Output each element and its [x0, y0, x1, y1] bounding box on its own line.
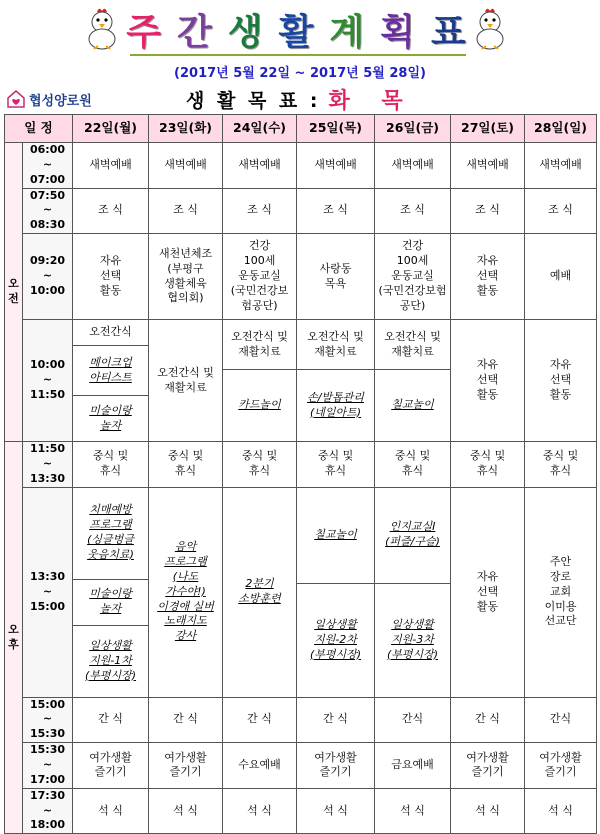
schedule-cell: 새벽예배	[375, 143, 451, 189]
schedule-cell: 새벽예배	[73, 143, 149, 189]
time-cell: 15:30 ~ 17:00	[23, 743, 73, 789]
schedule-cell: 조 식	[451, 188, 525, 234]
am-label: 오 전	[5, 143, 23, 442]
title-char-5: 계	[329, 11, 367, 53]
schedule-cell: 건강 100세 운동교실 (국민건강보험 공단)	[375, 234, 451, 320]
schedule-cell: 여가생활 즐기기	[73, 743, 149, 789]
life-goal	[186, 84, 415, 115]
schedule-cell: 새벽예배	[223, 143, 297, 189]
schedule-cell: 중식 및 휴식	[451, 442, 525, 488]
day-header: 28일(일)	[525, 115, 597, 143]
day-header: 25일(목)	[297, 115, 375, 143]
time-cell: 15:00 ~ 15:30	[23, 697, 73, 743]
time-cell: 07:50 ~ 08:30	[23, 188, 73, 234]
schedule-cell: 여가생활 즐기기	[297, 743, 375, 789]
schedule-cell: 간 식	[73, 697, 149, 743]
schedule-cell: 칠교놀이	[375, 370, 451, 442]
schedule-cell: 오전간식 및 재활치료	[375, 320, 451, 370]
schedule-cell: 주안 장로 교회 이미용 선교단	[525, 487, 597, 697]
title-char-6: 획	[380, 11, 417, 53]
day-header: 26일(금)	[375, 115, 451, 143]
schedule-cell: 중식 및 휴식	[73, 442, 149, 488]
schedule-cell: 2분기 소방훈련	[223, 487, 297, 697]
schedule-cell: 일상생활 지원-3차 (부평시장)	[375, 583, 451, 697]
schedule-cell: 카드놀이	[223, 370, 297, 442]
table-row	[5, 743, 597, 789]
title-char-4: 활	[278, 11, 316, 53]
schedule-cell: 자유 선택 활동	[525, 320, 597, 442]
schedule-cell: 간식	[525, 697, 597, 743]
schedule-cell: 건강 100세 운동교실 (국민건강보 험공단)	[223, 234, 297, 320]
schedule-cell: 새벽예배	[297, 143, 375, 189]
schedule-cell: 미술이랑 놀자	[73, 579, 149, 625]
schedule-cell: 중식 및 휴식	[149, 442, 223, 488]
schedule-cell: 새벽예배	[525, 143, 597, 189]
schedule-cell: 자유 선택 활동	[451, 234, 525, 320]
pm-label: 오 후	[5, 442, 23, 834]
schedule-cell: 석 식	[525, 788, 597, 834]
schedule-cell: 중식 및 휴식	[297, 442, 375, 488]
schedule-cell: 자유 선택 활동	[451, 320, 525, 442]
schedule-cell: 간 식	[223, 697, 297, 743]
schedule-cell: 간 식	[297, 697, 375, 743]
schedule-cell: 새벽예배	[149, 143, 223, 189]
schedule-cell: 조 식	[73, 188, 149, 234]
table-row	[5, 442, 597, 488]
time-cell: 09:20 ~ 10:00	[23, 234, 73, 320]
schedule-cell: 인지교실Ⅰ (퍼즐/구슬)	[375, 487, 451, 583]
schedule-cell: 오전간식 및 재활치료	[223, 320, 297, 370]
weekly-schedule-table	[4, 114, 597, 834]
schedule-cell: 음악 프로그램 (나도 가수야!) 이경애 실버 노래지도 강사	[149, 487, 223, 697]
page-title	[124, 4, 470, 54]
logo-text: 협성양로원	[29, 93, 92, 109]
schedule-cell: 일상생활 지원-2차 (부평시장)	[297, 583, 375, 697]
schedule-cell: 치매예방 프로그램 (싱글벙글 웃음치료)	[73, 487, 149, 579]
schedule-cell: 일상생활 지원-1차 (부평시장)	[73, 625, 149, 697]
day-header: 23일(화)	[149, 115, 223, 143]
schedule-cell: 석 식	[297, 788, 375, 834]
title-char-1: 주	[126, 11, 164, 53]
table-row	[5, 234, 597, 320]
table-row	[5, 788, 597, 834]
schedule-cell: 조 식	[375, 188, 451, 234]
time-cell: 10:00 ~ 11:50	[23, 320, 73, 442]
schedule-cell: 여가생활 즐기기	[451, 743, 525, 789]
corner-cell: 일 정	[5, 115, 73, 143]
goal-value: 화 목	[328, 89, 415, 114]
time-cell: 13:30 ~ 15:00	[23, 487, 73, 697]
schedule-cell: 석 식	[73, 788, 149, 834]
schedule-cell: 새천년체조 (부평구 생활체육 협의회)	[149, 234, 223, 320]
schedule-cell: 수요예배	[223, 743, 297, 789]
period-text: (2017년 5월 22일 ~ 2017년 5월 28일)	[174, 66, 426, 81]
table-row	[5, 487, 597, 579]
table-row	[5, 188, 597, 234]
schedule-cell: 석 식	[149, 788, 223, 834]
time-cell: 06:00 ~ 07:00	[23, 143, 73, 189]
schedule-cell: 석 식	[375, 788, 451, 834]
schedule-cell: 오전간식 및 재활치료	[149, 320, 223, 442]
schedule-cell: 중식 및 휴식	[375, 442, 451, 488]
time-cell: 11:50 ~ 13:30	[23, 442, 73, 488]
schedule-cell: 석 식	[223, 788, 297, 834]
chick-icon	[472, 6, 508, 50]
title-area	[0, 0, 600, 60]
schedule-cell: 오전간식 및 재활치료	[297, 320, 375, 370]
schedule-cell: 간 식	[451, 697, 525, 743]
schedule-cell: 칠교놀이	[297, 487, 375, 583]
schedule-cell: 여가생활 즐기기	[149, 743, 223, 789]
table-row	[5, 320, 597, 346]
schedule-cell: 자유 선택 활동	[73, 234, 149, 320]
schedule-cell: 중식 및 휴식	[525, 442, 597, 488]
title-underline	[130, 54, 466, 56]
schedule-cell: 여가생활 즐기기	[525, 743, 597, 789]
table-row	[5, 143, 597, 189]
schedule-cell: 중식 및 휴식	[223, 442, 297, 488]
schedule-cell: 조 식	[223, 188, 297, 234]
logo	[6, 88, 92, 110]
day-header: 27일(토)	[451, 115, 525, 143]
day-header: 22일(월)	[73, 115, 149, 143]
schedule-cell: 금요예배	[375, 743, 451, 789]
schedule-cell: 메이크업 아티스트	[73, 346, 149, 396]
table-row	[5, 697, 597, 743]
schedule-cell: 간 식	[149, 697, 223, 743]
header-row	[5, 115, 597, 143]
schedule-cell: 사랑동 목욕	[297, 234, 375, 320]
schedule-cell: 오전간식	[73, 320, 149, 346]
title-char-2: 간	[177, 11, 214, 53]
goal-label: 생 활 목 표 :	[186, 90, 321, 112]
title-char-7: 표	[430, 11, 468, 53]
day-header: 24일(수)	[223, 115, 297, 143]
schedule-cell: 자유 선택 활동	[451, 487, 525, 697]
chick-icon	[84, 6, 120, 50]
schedule-cell: 석 식	[451, 788, 525, 834]
schedule-cell: 새벽예배	[451, 143, 525, 189]
schedule-cell: 조 식	[149, 188, 223, 234]
schedule-cell: 미술이랑 놀자	[73, 396, 149, 442]
schedule-cell: 조 식	[525, 188, 597, 234]
house-heart-icon	[6, 90, 26, 108]
schedule-cell: 예배	[525, 234, 597, 320]
schedule-cell: 간식	[375, 697, 451, 743]
schedule-cell: 조 식	[297, 188, 375, 234]
title-char-3: 생	[227, 11, 265, 53]
schedule-cell: 손/발톱관리 (네일아트)	[297, 370, 375, 442]
time-cell: 17:30 ~ 18:00	[23, 788, 73, 834]
